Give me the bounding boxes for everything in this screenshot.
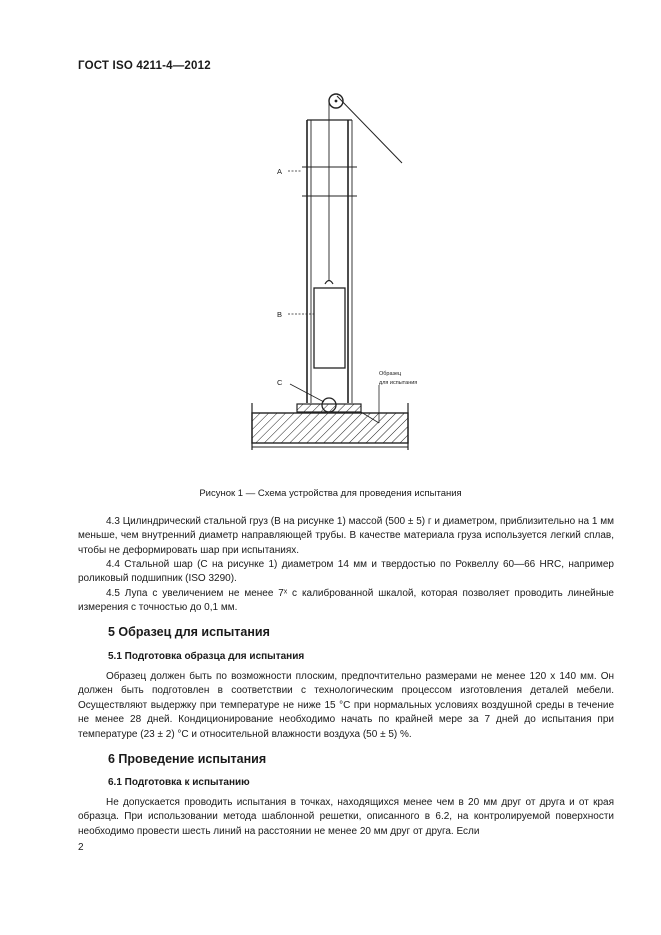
test-specimen: [297, 404, 361, 412]
steel-weight: [314, 288, 345, 368]
pulley: [329, 94, 343, 108]
section-6-1-title: 6.1 Подготовка к испытанию: [108, 777, 250, 788]
base-block: [252, 413, 408, 443]
section-6-1-text: Не допускается проводить испытания в точках, находящихся менее чем в 20 мм друг от друга и от края образца. При использовании метода шаблонной решетки, описанного в 6.2, на контролируемой поверхности необходимо провести шесть линий на расстоянии не менее 20 мм друг от друга. Если: [78, 797, 614, 837]
specimen-label-line1: Образец: [379, 371, 402, 377]
section-5-1-text: Образец должен быть по возможности плоским, предпочтительно размерами не менее 120 х 140 мм. Он должен быть подготовлен в соответствии с технологическим процессом изготовления деталей мебели. Осуществляют выдержку при температуре не ниже 15 °С при нормальных условиях воздушной среды в течение не менее 28 дней. Кондиционирование необходимо начать по крайней мере за 7 дней до испытания при температуре (23 ± 2) °С и относительной влажности воздуха (50 ± 5) %.: [78, 671, 614, 740]
paragraph-4-5: 4.5 Лупа с увеличением не менее 7ˣ с калиброванной шкалой, которая позволяет проводить линейные измерения с точностью до 0,1 мм.: [78, 588, 614, 614]
label-b: B: [277, 310, 283, 319]
label-a: A: [277, 167, 283, 176]
apparatus-figure: [240, 85, 440, 465]
paragraph-4-3: 4.3 Цилиндрический стальной груз (B на рисунке 1) массой (500 ± 5) г и диаметром, приблизительно на 1 мм меньше, чем внутренний диаметр направляющей трубы. В качестве материала груза используется легкий сплав, чтобы не деформировать шар при испытаниях.: [78, 516, 614, 556]
label-c: C: [277, 378, 283, 387]
figure-caption: Рисунок 1 — Схема устройства для проведения испытания: [199, 488, 462, 499]
paragraph-4-4: 4.4 Стальной шар (C на рисунке 1) диаметром 14 мм и твердостью по Роквеллу 60—66 HRC, например роликовый подшипник (ISO 3290).: [78, 559, 614, 585]
section-6-title: 6 Проведение испытания: [108, 752, 267, 766]
document-header: ГОСТ ISO 4211-4—2012: [78, 60, 211, 72]
section-5-1-title: 5.1 Подготовка образца для испытания: [108, 651, 305, 662]
page-number: 2: [78, 842, 84, 853]
weight-hook: [325, 281, 333, 285]
pulley-cord-diagonal: [337, 96, 402, 163]
section-5-title: 5 Образец для испытания: [108, 625, 270, 639]
specimen-label-line2: для испытания: [379, 380, 418, 386]
